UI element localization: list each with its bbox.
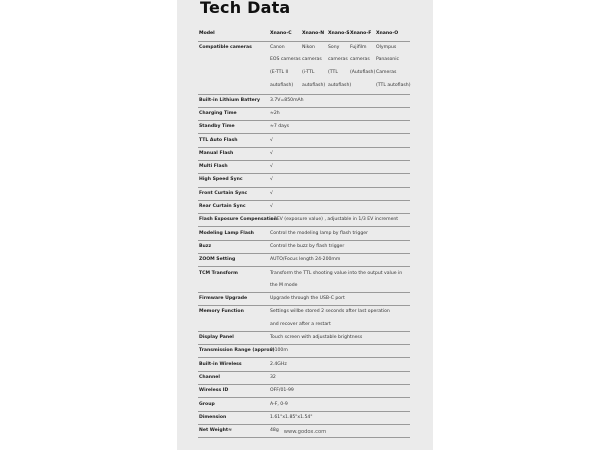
cell-line: autoflash) (302, 82, 326, 88)
spec-row (198, 214, 410, 227)
spec-label: Charging Time (199, 110, 237, 116)
spec-row (198, 398, 410, 411)
spec-row (198, 332, 410, 345)
cell-line: Cameras (376, 70, 397, 76)
spec-row (198, 108, 410, 121)
spec-row (198, 372, 410, 385)
spec-label: Rear Curtain Sync (199, 204, 246, 210)
spec-label: Manual Flash (199, 150, 234, 156)
spec-row (198, 412, 410, 425)
spec-label: Flash Exposure Compensation (199, 217, 277, 223)
spec-row (198, 148, 410, 161)
spec-label: Buzz (199, 243, 212, 249)
model-xnano-c: Xnano-C (270, 31, 292, 36)
spec-label: Front Curtain Sync (199, 190, 248, 196)
spec-label: High Speed Sync (199, 177, 243, 183)
spec-value: Touch screen with adjustable brightness (270, 335, 363, 341)
model-xnano-f: Xnano-F (350, 31, 372, 36)
spec-label: Modeling Lamp Flash (199, 230, 254, 236)
spec-row (198, 254, 410, 267)
spec-row (198, 267, 410, 293)
spec-value: √ (270, 190, 273, 196)
spec-label: Built-in Wireless (199, 361, 242, 367)
cell-line: Panasonic (376, 57, 400, 63)
cell-line: (Autoflash) (350, 70, 376, 76)
spec-row (198, 134, 410, 147)
cell-line: (TTL autoflash) (376, 82, 411, 88)
cell-line: EOS cameras (270, 57, 301, 63)
spec-row (198, 385, 410, 398)
spec-value-line2: and recover after a restart (270, 321, 331, 327)
spec-value: √ (270, 204, 273, 210)
cell-line: cameras (350, 57, 370, 63)
cell-line: Olympus (376, 44, 397, 50)
spec-label: Group (199, 401, 215, 407)
compatible-cameras-row (198, 42, 410, 95)
spec-value: 2.4GHz (270, 361, 287, 367)
spec-value: Control the buzz by flash trigger (270, 243, 345, 249)
spec-value: Control the modeling lamp by flash trigger (270, 230, 368, 236)
spec-row (198, 161, 410, 174)
spec-label: Built-in Lithium Battery (199, 97, 261, 103)
compatible-sony (328, 42, 351, 93)
model-label: Model (199, 31, 215, 36)
spec-value: 48g (270, 428, 279, 434)
cell-line: (i-TTL (302, 70, 315, 76)
spec-value: ≈2h (270, 110, 280, 116)
spec-value: 1.61"x1.85"x1.54" (270, 414, 313, 420)
cell-line: (E-TTL II (270, 70, 289, 76)
spec-label: Wireless ID (199, 388, 229, 394)
spec-value-line2: the M mode (270, 282, 298, 288)
cell-line: autoflash) (328, 82, 352, 88)
spec-label: Channel (199, 374, 220, 380)
spec-row (198, 227, 410, 240)
spec-row (198, 241, 410, 254)
compatible-nikon (302, 42, 325, 93)
spec-sheet (177, 0, 433, 450)
compatible-fujifilm (350, 42, 375, 80)
cell-line: Canon (270, 44, 285, 50)
spec-rows (198, 95, 410, 439)
model-xnano-s: Xnano-S (328, 31, 350, 36)
spec-label: Dimension (199, 414, 227, 420)
compatible-canon (270, 42, 301, 93)
spec-value: ±3EV (exposure value) , adjustable in 1/3 EV increment (270, 217, 399, 223)
spec-row (198, 358, 410, 371)
spec-value: OFF/01-99 (270, 388, 294, 394)
cell-line: cameras (328, 57, 348, 63)
spec-value: Settings willbe stored 2 seconds after last operation (270, 309, 390, 315)
spec-label: Memory Function (199, 309, 244, 315)
spec-label: Display Panel (199, 335, 234, 341)
spec-value: 3.7V=850mAh (270, 97, 304, 103)
spec-value: √ (270, 150, 273, 156)
spec-value: √ (270, 137, 273, 143)
spec-value: √ (270, 164, 273, 170)
spec-row (198, 201, 410, 214)
cell-line: Sony (328, 44, 340, 50)
spec-row (198, 188, 410, 201)
page-title: Tech Data (200, 0, 291, 17)
spec-value: A-F, 0-9 (270, 401, 288, 407)
footer-url: www.godox.com (283, 429, 327, 435)
spec-value: √ (270, 177, 273, 183)
model-xnano-o: Xnano-O (376, 31, 399, 36)
cell-line: autoflash) (270, 82, 294, 88)
spec-label: Multi Flash (199, 164, 228, 170)
spec-value: Upgrade through the USB-C port (270, 296, 345, 302)
spec-label: Firmware Upgrade (199, 296, 248, 302)
spec-row (198, 95, 410, 108)
compatible-cameras-label: Compatible cameras (199, 44, 252, 50)
spec-value: ≈7 days (270, 124, 290, 130)
compatible-olympus (376, 42, 411, 93)
spec-label: Standby Time (199, 124, 235, 130)
spec-row (198, 293, 410, 306)
spec-label: TCM Transform (199, 270, 238, 276)
spec-label: Transmission Range (approx) (199, 348, 275, 354)
spec-label: Net Weight≈ (199, 428, 232, 434)
table-header-row (198, 28, 410, 42)
spec-label: ZOOM Setting (199, 257, 236, 263)
spec-label: TTL Auto Flash (199, 137, 238, 143)
spec-row (198, 121, 410, 134)
spec-value: 32 (270, 374, 276, 380)
spec-row (198, 174, 410, 187)
spec-value: AUTO/Focus length 24-200mm (270, 257, 341, 263)
cell-line: cameras (302, 57, 322, 63)
model-xnano-n: Xnano-N (302, 31, 325, 36)
spec-row (198, 306, 410, 332)
cell-line: Nikon (302, 44, 315, 50)
spec-value: 0-100m (270, 348, 288, 354)
spec-row (198, 345, 410, 358)
spec-value: Transform the TTL shooting value into the output value in (270, 270, 403, 276)
spec-table (198, 28, 410, 438)
cell-line: Fujifilm (350, 44, 367, 50)
cell-line: (TTL (328, 70, 338, 76)
